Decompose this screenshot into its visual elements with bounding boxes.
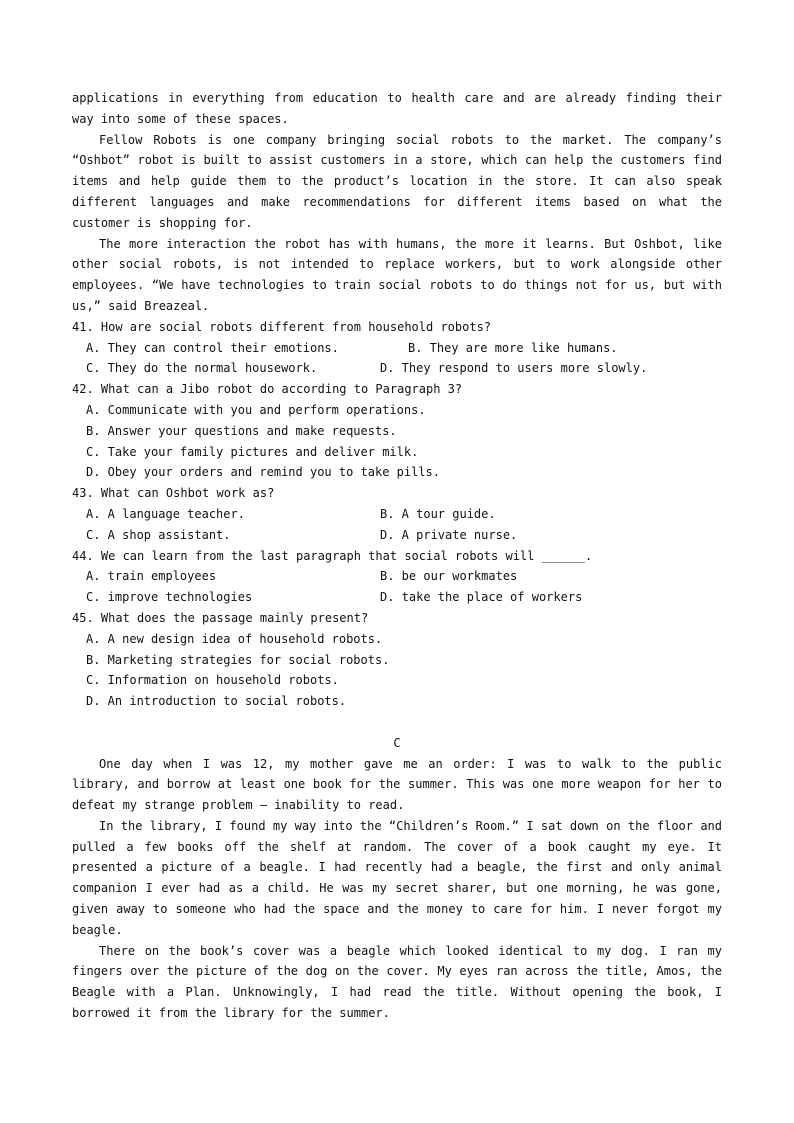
question-stem: 42. What can a Jibo robot do according to Paragraph 3? (72, 382, 463, 397)
option-a: A. Communicate with you and perform operations. (86, 402, 426, 417)
question-45 (72, 608, 722, 712)
option-row (72, 338, 722, 359)
passage-b-paragraph-4: Fellow Robots is one company bringing social robots to the market. The company’s “Oshbot” robot is built to assist customers in a store, which can help the customers find items and help guide them to the product’s location in the store. It can also speak different languages and make recommendations for different items based on what the customer is shopping for. (72, 132, 722, 230)
option-c: C. Take your family pictures and deliver milk. (86, 444, 419, 459)
option-row (72, 566, 722, 587)
option-b: B. be our workmates (380, 569, 518, 584)
passage-c-paragraph-1: One day when I was 12, my mother gave me an order: I was to walk to the public library, and borrow at least one book for the summer. This was one more weapon for her to defeat my strange problem — inability to read. (72, 756, 722, 813)
passage-c-paragraph-2: In the library, I found my way into the “Children’s Room.” I sat down on the floor and pulled a few books off the shelf at random. The cover of a book caught my eye. It presented a picture of a beagle. I had recently had a beagle, the first and only animal companion I ever had as a child. He was my secret sharer, but one morning, he was gone, given away to someone who had the space and the money to care for him. I never forgot my beagle. (72, 818, 722, 937)
option-d: D. Obey your orders and remind you to take pills. (86, 465, 441, 480)
question-44 (72, 546, 722, 608)
section-heading-c: C (393, 735, 401, 750)
option-c: C. improve technologies (86, 590, 253, 605)
option-b: B. They are more like humans. (408, 340, 618, 355)
option-d: D. An introduction to social robots. (86, 694, 347, 709)
option-b: B. Marketing strategies for social robots. (86, 652, 390, 667)
question-41 (72, 317, 722, 379)
question-stem: 43. What can Oshbot work as? (72, 486, 275, 501)
question-stem: 44. We can learn from the last paragraph that social robots will ______. (72, 548, 593, 563)
option-b: B. A tour guide. (380, 506, 496, 521)
option-row (72, 358, 722, 379)
option-d: D. take the place of workers (380, 590, 583, 605)
option-c: C. Information on household robots. (86, 673, 339, 688)
passage-b-paragraph-5: The more interaction the robot has with humans, the more it learns. But Oshbot, like other social robots, is not intended to replace workers, but to work alongside other employees. “We have technologies to train social robots to do things not for us, but with us,” said Breazeal. (72, 236, 722, 313)
option-b: B. Answer your questions and make requests. (86, 423, 397, 438)
option-row (72, 587, 722, 608)
passage-b-paragraph-continued: applications in everything from education to health care and are already finding their way into some of these spaces. (72, 91, 722, 126)
option-c: C. A shop assistant. (86, 527, 231, 542)
question-stem: 45. What does the passage mainly present? (72, 610, 369, 625)
option-a: A. They can control their emotions. (86, 340, 339, 355)
option-c: C. They do the normal housework. (86, 361, 318, 376)
option-a: A. train employees (86, 569, 217, 584)
option-a: A. A new design idea of household robots. (86, 631, 383, 646)
option-a: A. A language teacher. (86, 506, 245, 521)
document-page (72, 88, 722, 1024)
question-stem: 41. How are social robots different from household robots? (72, 319, 492, 334)
question-43 (72, 483, 722, 545)
option-row (72, 504, 722, 525)
passage-c-paragraph-3: There on the book’s cover was a beagle which looked identical to my dog. I ran my fingers over the picture of the dog on the cover. My eyes ran across the title, Amos, the Beagle with a Plan. Unknowingly, I had read the title. Without opening the book, I borrowed it from the library for the summer. (72, 943, 722, 1021)
option-d: D. They respond to users more slowly. (380, 361, 648, 376)
section-spacer (72, 712, 722, 733)
option-row (72, 525, 722, 546)
question-42 (72, 379, 722, 483)
option-d: D. A private nurse. (380, 527, 518, 542)
